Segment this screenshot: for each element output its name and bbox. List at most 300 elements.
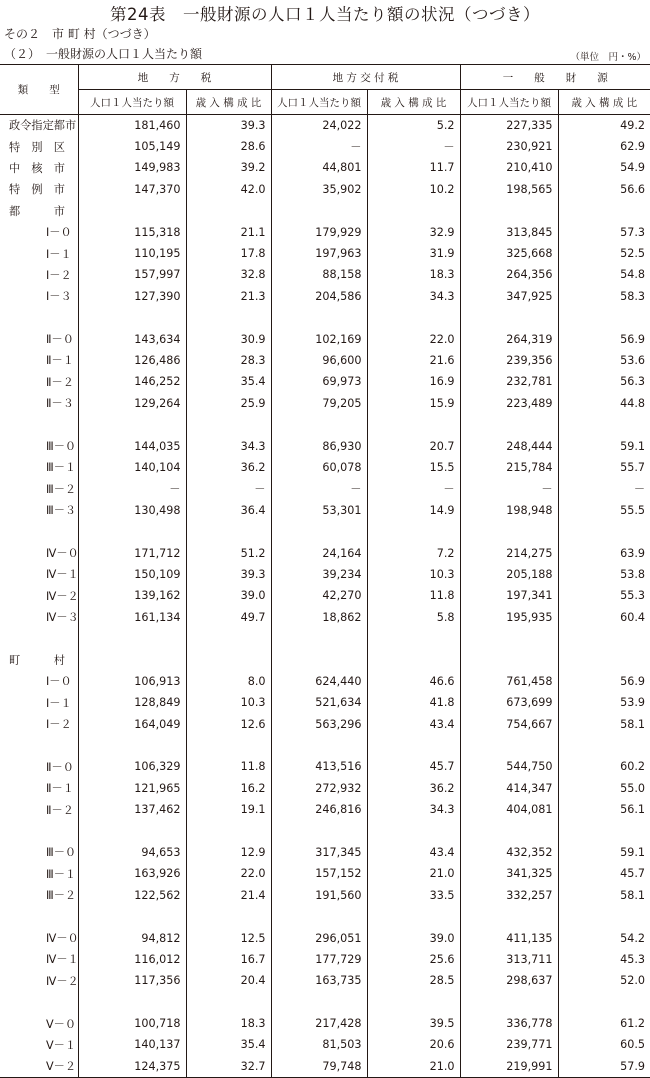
per-capita-cell: 413,516	[271, 756, 367, 777]
per-capita-cell: 110,195	[78, 243, 186, 264]
per-capita-cell: 146,252	[78, 371, 186, 392]
per-capita-cell: 69,973	[271, 371, 367, 392]
ratio-cell: 56.9	[558, 671, 650, 692]
ratio-cell	[186, 200, 271, 221]
per-capita-cell	[78, 735, 186, 756]
row-label	[0, 692, 78, 713]
page-title: 第24表 一般財源の人口１人当たり額の状況（つづき）	[110, 5, 540, 24]
per-capita-cell: 248,444	[460, 435, 558, 456]
table-row	[0, 286, 650, 307]
per-capita-cell: 157,997	[78, 264, 186, 285]
per-capita-cell: 94,653	[78, 842, 186, 863]
row-label	[0, 885, 78, 906]
ratio-cell	[186, 649, 271, 670]
ratio-cell: 39.0	[367, 927, 460, 948]
ratio-cell: 51.2	[186, 542, 271, 563]
ratio-cell	[186, 735, 271, 756]
per-capita-cell: 117,356	[78, 970, 186, 991]
table-row	[0, 564, 650, 585]
per-capita-cell	[271, 200, 367, 221]
per-capita-cell: 179,929	[271, 221, 367, 242]
ratio-cell: 18.3	[367, 264, 460, 285]
ratio-cell: 36.2	[186, 457, 271, 478]
per-capita-cell: 521,634	[271, 692, 367, 713]
table-row	[0, 863, 650, 884]
row-label-text: Ⅴ－２	[46, 1060, 77, 1074]
per-capita-cell	[460, 628, 558, 649]
per-capita-cell: 143,634	[78, 328, 186, 349]
per-capita-cell: 96,600	[271, 350, 367, 371]
row-label	[0, 307, 78, 328]
ratio-cell: 54.9	[558, 157, 650, 178]
row-label	[0, 564, 78, 585]
row-label-text: Ⅲ－１	[46, 461, 77, 475]
per-capita-cell: 115,318	[78, 221, 186, 242]
ratio-cell: 46.6	[367, 671, 460, 692]
per-capita-cell: －	[78, 478, 186, 499]
per-capita-cell: 177,729	[271, 949, 367, 970]
ratio-cell: 18.3	[186, 1013, 271, 1034]
row-label-text: Ⅲ－１	[46, 867, 77, 881]
ratio-cell	[558, 200, 650, 221]
per-capita-cell: 42,270	[271, 585, 367, 606]
row-label-text: Ⅱ－１	[46, 782, 74, 796]
ratio-cell: 39.3	[186, 564, 271, 585]
row-label	[0, 200, 78, 221]
table-row	[0, 371, 650, 392]
ratio-cell: 45.3	[558, 949, 650, 970]
row-label-text: Ⅴ－１	[46, 1038, 77, 1052]
ratio-cell: 53.8	[558, 564, 650, 585]
table-row	[0, 157, 650, 178]
row-label	[0, 457, 78, 478]
per-capita-cell: 754,667	[460, 713, 558, 734]
header-per-capita: 人口１人当たり額	[271, 90, 367, 115]
ratio-cell: 15.5	[367, 457, 460, 478]
ratio-cell: 16.2	[186, 778, 271, 799]
per-capita-cell: 239,356	[460, 350, 558, 371]
ratio-cell: 43.4	[367, 713, 460, 734]
per-capita-cell	[271, 820, 367, 841]
per-capita-cell: 195,935	[460, 606, 558, 627]
row-label-text: 特 例 市	[9, 183, 65, 197]
unit-note: （単位 円・%）	[570, 52, 646, 63]
per-capita-cell: 149,983	[78, 157, 186, 178]
row-label-text: Ⅳ－１	[46, 953, 79, 967]
table-row	[0, 115, 650, 136]
data-table	[0, 64, 650, 1078]
per-capita-cell: 230,921	[460, 136, 558, 157]
table-row	[0, 136, 650, 157]
table-row	[0, 1034, 650, 1055]
row-label	[0, 735, 78, 756]
per-capita-cell: －	[271, 136, 367, 157]
row-label	[0, 221, 78, 242]
per-capita-cell: 24,022	[271, 115, 367, 136]
per-capita-cell: 215,784	[460, 457, 558, 478]
ratio-cell: 39.5	[367, 1013, 460, 1034]
ratio-cell: 49.2	[558, 115, 650, 136]
per-capita-cell	[460, 735, 558, 756]
ratio-cell: 55.0	[558, 778, 650, 799]
ratio-cell: 20.6	[367, 1034, 460, 1055]
per-capita-cell	[460, 521, 558, 542]
per-capita-cell: 100,718	[78, 1013, 186, 1034]
ratio-cell: 54.2	[558, 927, 650, 948]
header-local-tax: 地 方 税	[78, 65, 271, 90]
ratio-cell: 63.9	[558, 542, 650, 563]
per-capita-cell	[78, 992, 186, 1013]
ratio-cell	[367, 820, 460, 841]
row-label-text	[0, 996, 9, 1009]
ratio-cell: 57.3	[558, 221, 650, 242]
ratio-cell: 55.5	[558, 500, 650, 521]
per-capita-cell: 35,902	[271, 179, 367, 200]
row-label	[0, 992, 78, 1013]
ratio-cell	[367, 992, 460, 1013]
ratio-cell: 22.0	[367, 328, 460, 349]
table-row	[0, 713, 650, 734]
table-row	[0, 692, 650, 713]
per-capita-cell: 246,816	[271, 799, 367, 820]
ratio-cell: 21.0	[367, 1056, 460, 1077]
per-capita-cell: 264,319	[460, 328, 558, 349]
row-label	[0, 842, 78, 863]
per-capita-cell: 150,109	[78, 564, 186, 585]
ratio-cell: 53.9	[558, 692, 650, 713]
row-label	[0, 286, 78, 307]
per-capita-cell: 144,035	[78, 435, 186, 456]
row-label	[0, 435, 78, 456]
ratio-cell: 12.6	[186, 713, 271, 734]
per-capita-cell: 217,428	[271, 1013, 367, 1034]
per-capita-cell: 129,264	[78, 393, 186, 414]
row-label	[0, 264, 78, 285]
row-label	[0, 179, 78, 200]
table-row	[0, 435, 650, 456]
row-label-text: Ⅳ－３	[46, 611, 79, 625]
ratio-cell: 60.2	[558, 756, 650, 777]
ratio-cell: 21.0	[367, 863, 460, 884]
ratio-cell: 28.6	[186, 136, 271, 157]
per-capita-cell: 124,375	[78, 1056, 186, 1077]
row-label-text: Ⅲ－３	[46, 504, 77, 518]
row-label-text	[0, 418, 9, 431]
ratio-cell: 5.2	[367, 115, 460, 136]
row-label	[0, 799, 78, 820]
ratio-cell	[186, 521, 271, 542]
row-label	[0, 500, 78, 521]
spacer-row	[0, 521, 650, 542]
row-label-text: 中 核 市	[9, 161, 65, 175]
per-capita-cell: 127,390	[78, 286, 186, 307]
row-label-text: Ⅲ－２	[46, 482, 77, 496]
ratio-cell: 57.9	[558, 1056, 650, 1077]
ratio-cell: －	[367, 136, 460, 157]
row-label	[0, 328, 78, 349]
per-capita-cell: 140,104	[78, 457, 186, 478]
per-capita-cell: 163,735	[271, 970, 367, 991]
per-capita-cell	[460, 414, 558, 435]
per-capita-cell: 79,205	[271, 393, 367, 414]
ratio-cell: 35.4	[186, 1034, 271, 1055]
row-label-text: Ⅰ－０	[46, 675, 72, 689]
per-capita-cell: 18,862	[271, 606, 367, 627]
per-capita-cell	[271, 735, 367, 756]
ratio-cell: 21.3	[186, 286, 271, 307]
row-label	[0, 1056, 78, 1077]
table-row	[0, 585, 650, 606]
row-label-text: Ⅱ－１	[46, 354, 74, 368]
ratio-cell: 11.8	[367, 585, 460, 606]
row-label	[0, 649, 78, 670]
per-capita-cell: 325,668	[460, 243, 558, 264]
table-row	[0, 350, 650, 371]
row-label	[0, 414, 78, 435]
ratio-cell: 20.7	[367, 435, 460, 456]
per-capita-cell: 53,301	[271, 500, 367, 521]
ratio-cell: 34.3	[367, 799, 460, 820]
ratio-cell	[367, 628, 460, 649]
ratio-cell	[558, 735, 650, 756]
per-capita-cell: 223,489	[460, 393, 558, 414]
ratio-cell	[558, 628, 650, 649]
ratio-cell: 8.0	[186, 671, 271, 692]
ratio-cell: 16.9	[367, 371, 460, 392]
ratio-cell: －	[367, 478, 460, 499]
ratio-cell: 21.1	[186, 221, 271, 242]
per-capita-cell: 313,845	[460, 221, 558, 242]
per-capita-cell: 94,812	[78, 927, 186, 948]
header-local-allocation-tax: 地 方 交 付 税	[271, 65, 460, 90]
row-label-text	[0, 825, 9, 838]
ratio-cell: 32.8	[186, 264, 271, 285]
table-body	[0, 115, 650, 1078]
ratio-cell: 59.1	[558, 842, 650, 863]
ratio-cell: 19.1	[186, 799, 271, 820]
header-per-capita: 人口１人当たり額	[460, 90, 558, 115]
ratio-cell: 55.3	[558, 585, 650, 606]
per-capita-cell: 197,963	[271, 243, 367, 264]
row-label-text: Ⅱ－２	[46, 375, 74, 389]
row-label	[0, 542, 78, 563]
per-capita-cell	[78, 200, 186, 221]
header-ratio: 歳 入 構 成 比	[558, 90, 650, 115]
row-label	[0, 243, 78, 264]
ratio-cell: 59.1	[558, 435, 650, 456]
ratio-cell: 10.3	[186, 692, 271, 713]
ratio-cell	[186, 820, 271, 841]
ratio-cell: 44.8	[558, 393, 650, 414]
row-label-text: Ⅰ－１	[46, 247, 72, 261]
ratio-cell: －	[558, 478, 650, 499]
ratio-cell	[367, 414, 460, 435]
table-row	[0, 328, 650, 349]
ratio-cell	[558, 649, 650, 670]
ratio-cell: 61.2	[558, 1013, 650, 1034]
ratio-cell: 56.6	[558, 179, 650, 200]
row-label	[0, 778, 78, 799]
per-capita-cell: －	[271, 478, 367, 499]
ratio-cell	[558, 307, 650, 328]
per-capita-cell: 332,257	[460, 885, 558, 906]
ratio-cell: 34.3	[186, 435, 271, 456]
per-capita-cell: 197,341	[460, 585, 558, 606]
per-capita-cell	[460, 307, 558, 328]
per-capita-cell	[271, 521, 367, 542]
table-row	[0, 243, 650, 264]
row-label	[0, 606, 78, 627]
row-label-text: Ⅳ－０	[46, 547, 79, 560]
header-ratio: 歳 入 構 成 比	[186, 90, 271, 115]
ratio-cell: 28.5	[367, 970, 460, 991]
row-label	[0, 949, 78, 970]
per-capita-cell: 102,169	[271, 328, 367, 349]
per-capita-cell: 122,562	[78, 885, 186, 906]
ratio-cell: 10.2	[367, 179, 460, 200]
table-row	[0, 799, 650, 820]
table-row	[0, 606, 650, 627]
per-capita-cell: 164,049	[78, 713, 186, 734]
per-capita-cell: 126,486	[78, 350, 186, 371]
ratio-cell	[186, 992, 271, 1013]
row-label	[0, 820, 78, 841]
per-capita-cell	[460, 906, 558, 927]
ratio-cell	[186, 307, 271, 328]
per-capita-cell	[271, 307, 367, 328]
row-label-text: Ⅳ－２	[46, 589, 79, 603]
table-row	[0, 500, 650, 521]
ratio-cell: 45.7	[558, 863, 650, 884]
row-label-text: Ⅳ－０	[46, 932, 79, 946]
ratio-cell: 17.8	[186, 243, 271, 264]
row-label	[0, 585, 78, 606]
ratio-cell	[367, 906, 460, 927]
per-capita-cell: 214,275	[460, 542, 558, 563]
row-label-text: Ⅱ－２	[46, 803, 74, 817]
row-label-text: Ⅰ－０	[46, 226, 72, 240]
per-capita-cell: 313,711	[460, 949, 558, 970]
row-label	[0, 756, 78, 777]
spacer-row	[0, 906, 650, 927]
per-capita-cell: 336,778	[460, 1013, 558, 1034]
per-capita-cell: 181,460	[78, 115, 186, 136]
per-capita-cell: 414,347	[460, 778, 558, 799]
row-label	[0, 371, 78, 392]
table-row	[0, 200, 650, 221]
per-capita-cell: 563,296	[271, 713, 367, 734]
per-capita-cell: 81,503	[271, 1034, 367, 1055]
table-subtitle: （２） 一般財源の人口１人当たり額	[4, 47, 203, 61]
ratio-cell	[367, 649, 460, 670]
ratio-cell: 41.8	[367, 692, 460, 713]
per-capita-cell	[460, 649, 558, 670]
ratio-cell	[558, 906, 650, 927]
ratio-cell: 7.2	[367, 542, 460, 563]
per-capita-cell: 191,560	[271, 885, 367, 906]
ratio-cell: 22.0	[186, 863, 271, 884]
ratio-cell: 11.7	[367, 157, 460, 178]
per-capita-cell: 544,750	[460, 756, 558, 777]
row-label	[0, 1013, 78, 1034]
row-label	[0, 628, 78, 649]
per-capita-cell: 130,498	[78, 500, 186, 521]
per-capita-cell: 411,135	[460, 927, 558, 948]
ratio-cell: 53.6	[558, 350, 650, 371]
header-ratio: 歳 入 構 成 比	[367, 90, 460, 115]
row-label-text: Ⅰ－３	[46, 290, 72, 304]
per-capita-cell: 264,356	[460, 264, 558, 285]
row-label-text: Ⅰ－２	[46, 718, 72, 732]
per-capita-cell: 106,329	[78, 756, 186, 777]
row-label	[0, 1034, 78, 1055]
ratio-cell: 42.0	[186, 179, 271, 200]
ratio-cell: 14.9	[367, 500, 460, 521]
per-capita-cell: 404,081	[460, 799, 558, 820]
per-capita-cell	[460, 992, 558, 1013]
ratio-cell: 43.4	[367, 842, 460, 863]
per-capita-cell: 44,801	[271, 157, 367, 178]
ratio-cell: 20.4	[186, 970, 271, 991]
per-capita-cell	[271, 992, 367, 1013]
ratio-cell: 32.7	[186, 1056, 271, 1077]
ratio-cell: 58.1	[558, 713, 650, 734]
per-capita-cell: 60,078	[271, 457, 367, 478]
ratio-cell: 21.6	[367, 350, 460, 371]
ratio-cell: 39.2	[186, 157, 271, 178]
header-type: 類 型	[0, 65, 78, 115]
ratio-cell: 60.5	[558, 1034, 650, 1055]
row-label-text	[0, 311, 9, 324]
ratio-cell: 36.4	[186, 500, 271, 521]
row-label	[0, 115, 78, 136]
ratio-cell: 33.5	[367, 885, 460, 906]
per-capita-cell	[78, 906, 186, 927]
ratio-cell	[186, 628, 271, 649]
row-label-text: 都 市	[9, 204, 65, 218]
per-capita-cell	[78, 628, 186, 649]
per-capita-cell	[78, 521, 186, 542]
table-row	[0, 542, 650, 563]
table-row	[0, 885, 650, 906]
ratio-cell: 45.7	[367, 756, 460, 777]
per-capita-cell: 210,410	[460, 157, 558, 178]
ratio-cell	[558, 820, 650, 841]
spacer-row	[0, 820, 650, 841]
per-capita-cell	[271, 414, 367, 435]
per-capita-cell: 163,926	[78, 863, 186, 884]
ratio-cell: －	[186, 478, 271, 499]
row-label	[0, 350, 78, 371]
per-capita-cell: 198,948	[460, 500, 558, 521]
row-label-text: Ⅲ－２	[46, 889, 77, 903]
per-capita-cell: 157,152	[271, 863, 367, 884]
row-label	[0, 863, 78, 884]
ratio-cell: 39.3	[186, 115, 271, 136]
per-capita-cell: 116,012	[78, 949, 186, 970]
row-label	[0, 393, 78, 414]
per-capita-cell: 88,158	[271, 264, 367, 285]
per-capita-cell	[271, 649, 367, 670]
per-capita-cell: 205,188	[460, 564, 558, 585]
per-capita-cell: 105,149	[78, 136, 186, 157]
ratio-cell: 31.9	[367, 243, 460, 264]
table-row	[0, 927, 650, 948]
per-capita-cell: 39,234	[271, 564, 367, 585]
per-capita-cell: 128,849	[78, 692, 186, 713]
per-capita-cell: 121,965	[78, 778, 186, 799]
per-capita-cell: 624,440	[271, 671, 367, 692]
